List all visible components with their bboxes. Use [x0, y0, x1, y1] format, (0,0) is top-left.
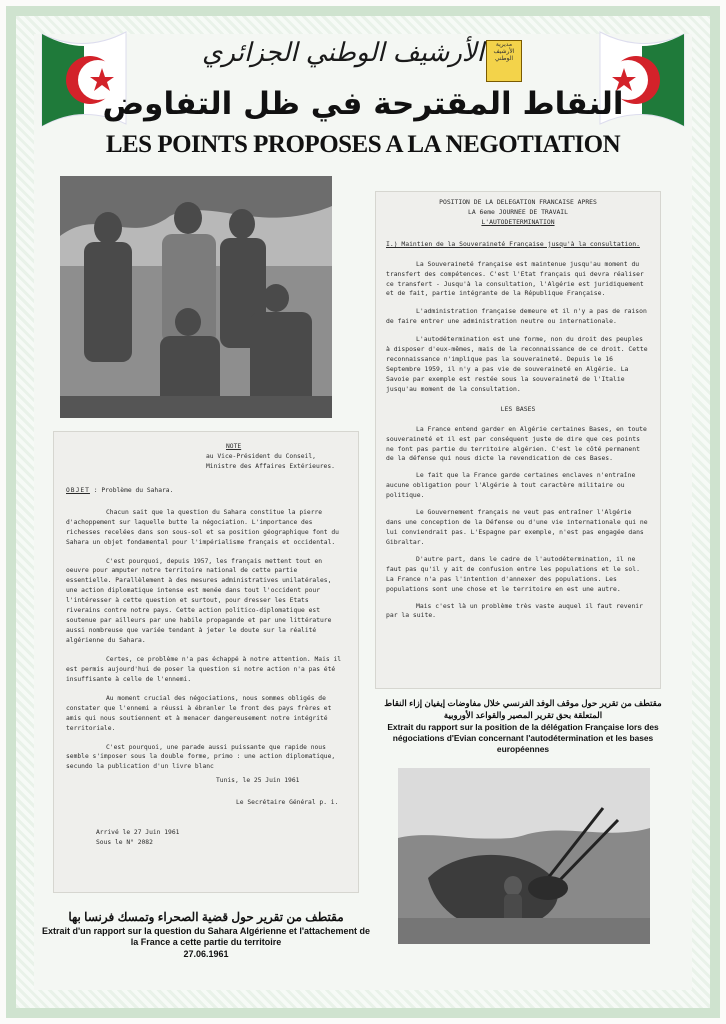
- doc-bases-heading: LES BASES: [500, 404, 536, 413]
- doc-paragraph: Certes, ce problème n'a pas échappé à notre attention. Mais il est permis aujourd'hui de poser la question si notre action n'a pas été insuffisante à celle de l'ennemi.: [66, 655, 342, 683]
- doc-paragraph: C'est pourquoi, une parade aussi puissante que rapide nous semble s'imposer sous la double forme, primo : une action diplomatique, secundo la publication d'un livre blanc: [66, 743, 336, 771]
- historical-group-photo: [60, 176, 332, 418]
- doc-paragraph: Chacun sait que la question du Sahara constitue la pierre d'achoppement sur laquelle butte la négociation. L'importance des richesses recelées dans son sous-sol et sa position géographique font du Sahara un objet fondamental pour l'impérialisme français et occidental.: [66, 508, 339, 546]
- doc-heading-line: POSITION DE LA DELEGATION FRANCAISE APRES: [439, 198, 597, 206]
- doc-paragraph: Au moment crucial des négociations, nous sommes obligés de constater que l'ennemi a réussi à ébranler le front des pays frères et amis qui nous soutiennent et à menacer dangereusement notre intégrité territoriale.: [66, 694, 332, 732]
- caption-left-date: 27.06.1961: [183, 948, 229, 959]
- doc-section-heading: I.) Maintien de la Souveraineté Française jusqu'à la consultation.: [386, 239, 640, 248]
- document-delegation-position: [376, 192, 660, 688]
- doc-paragraph: La Souveraineté française est maintenue jusqu'au moment du transfert des compétences. C'est l'Etat français qui devra réaliser ce transfert - Jusqu'à la consultation, l'Algérie est juridiquement et de fait, partie intégrante de la République Française.: [386, 259, 644, 298]
- doc-register-number: Sous le N° 2082: [96, 839, 153, 847]
- doc-date: Tunis, le 25 Juin 1961: [216, 777, 300, 785]
- doc-objet-label: OBJET: [66, 486, 90, 494]
- doc-paragraph: La France entend garder en Algérie certaines Bases, en toute souveraineté et il est par conséquent juste de dire que ces points ne font pas partie du territoire algérien. C'est le côté permanent de la défense qui nous dicte la revendication de ces Bases.: [386, 424, 647, 463]
- doc-addressee: au Vice-Président du Conseil,: [206, 452, 316, 460]
- doc-paragraph: Mais c'est là un problème très vaste auquel il faut revenir par la suite.: [386, 601, 644, 620]
- doc-paragraph: Le Gouvernement français ne veut pas entraîner l'Algérie dans une conception de la Défense ou d'une vie internationale qui ne lui conviendrait pas. L'Espagne par exemple, n'est pas engagée dans Gibraltar.: [386, 508, 648, 546]
- historical-trench-photo: [398, 768, 650, 944]
- doc-heading-line: LA 6eme JOURNEE DE TRAVAIL: [467, 207, 569, 216]
- caption-right: [370, 698, 676, 755]
- caption-right-arabic: مقتطف من تقرير حول موقف الوفد الفرنسي خلال مفاوضات إيفيان إزاء النقاط المتعلقة بحق تقرير المصير والقواعد الأوروبية: [384, 698, 662, 720]
- doc-paragraph: C'est pourquoi, depuis 1957, les français mettent tout en oeuvre pour amputer notre territoire national de cette partie essentielle. Parallèlement à des mesures administratives unilatérales, une action diplomatique intense est menée dans tout l'occident pour l'intéresser à cette question et surtout, pour dresser les Etats riverains contre notre pays. Cette action politico-diplomatique est soutenue par ailleurs par une habile propagande et par une littérature aussi nombreuse que variée tendant à jeter le doute sur la réalité algérienne du Sahara.: [66, 557, 332, 644]
- title-arabic: النقاط المقترحة في ظل التفاوض: [102, 86, 624, 122]
- title-french: LES POINTS PROPOSES A LA NEGOTIATION: [105, 131, 621, 158]
- doc-objet: [66, 486, 346, 496]
- archives-logo-title: الأرشيف الوطني الجزائري: [202, 38, 484, 68]
- caption-left-french: Extrait d'un rapport sur la question du Sahara Algérienne et l'attachement de la France a cette partie du territoire: [41, 925, 370, 948]
- doc-objet-text: : Problème du Sahara.: [93, 486, 174, 494]
- doc-signature: Le Secrétaire Général p. i.: [236, 799, 339, 807]
- doc-addressee: Ministre des Affaires Extérieures.: [206, 462, 335, 470]
- caption-left: [40, 910, 372, 961]
- doc-heading-line: L'AUTODETERMINATION: [481, 217, 555, 226]
- archives-badge-icon: مديرية الأرشيف الوطني: [486, 40, 522, 82]
- document-sahara-note: [54, 432, 358, 892]
- caption-left-arabic: مقتطف من تقرير حول قضية الصحراء وتمسك فرنسا بها: [68, 910, 344, 924]
- caption-right-french: Extrait du rapport sur la position de la délégation Française lors des négociations d'Evian concernant l'autodétermination et les bases européennes: [387, 722, 659, 755]
- doc-paragraph: Le fait que la France garde certaines enclaves n'entraîne aucune obligation pour l'Algérie à tout caractère militaire ou politique.: [386, 471, 636, 500]
- doc-arrival-stamp: Arrivé le 27 Juin 1961: [96, 829, 180, 837]
- doc-paragraph: L'administration française demeure et il n'y a pas de raison de faire entrer une administration neutre ou internationale.: [386, 307, 647, 326]
- doc-paragraph: L'autodétermination est une forme, non du droit des peuples à disposer d'eux-mêmes, mais de la reconnaissance de ce droit. Cette reconnaissance n'implique pas la souveraineté. Depuis le 16 Septembre 1959, il n'y a pas vie de souveraineté en Algérie. La Savoie par exemple est restée sous la souveraineté de l'Italie jusqu'au moment de la consultation.: [386, 335, 648, 393]
- doc-paragraph: D'autre part, dans le cadre de l'autodétermination, il ne faut pas qu'il y ait de confusion entre les populations et le sol. La France n'a pas l'intention d'annexer des populations. Les populations sont une chose et le territoire en est une autre.: [386, 554, 640, 593]
- doc-note-title: NOTE: [226, 443, 242, 450]
